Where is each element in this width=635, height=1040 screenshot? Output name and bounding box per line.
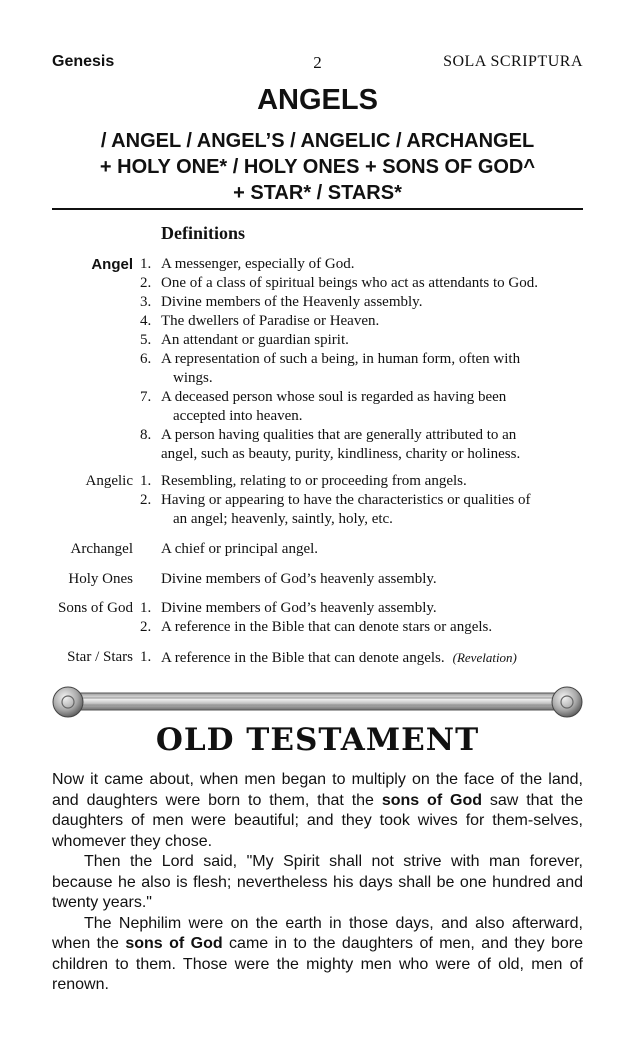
definition-item <box>140 388 600 426</box>
definition-term: Archangel <box>70 541 133 557</box>
page-number: 2 <box>313 53 322 72</box>
definition-entry-angel <box>40 255 600 464</box>
item-text: Resembling, relating to or proceeding from angels. <box>161 473 467 489</box>
item-number: 5. <box>140 332 152 348</box>
definition-term: Star / Stars <box>67 649 133 665</box>
subtitle-line: / ANGEL / ANGEL’S / ANGELIC / ARCHANGEL <box>100 130 535 152</box>
definition-term: Angelic <box>85 473 133 489</box>
item-number: 1. <box>140 473 152 489</box>
definition-entry-star-stars <box>40 648 600 668</box>
item-text-continued: angel, such as beauty, purity, kindliness, charity or holiness. <box>161 446 521 462</box>
item-text: Divine members of God’s heavenly assembly. <box>161 600 437 616</box>
passage-paragraph <box>52 914 583 996</box>
item-text: A deceased person whose soul is regarded as having been <box>161 389 507 405</box>
passage-text: came in to the daughters of men, and they bore children to them. Those were the mighty men who were of old, men of renown. <box>52 935 584 993</box>
definitions-list <box>40 255 600 668</box>
item-text-continued: accepted into heaven. <box>173 408 303 424</box>
highlighted-term: sons of God <box>125 935 223 952</box>
title-underline <box>52 208 583 210</box>
definition-term: Sons of God <box>57 600 133 616</box>
item-text: Having or appearing to have the characteristics or qualities of <box>161 492 531 508</box>
item-number: 8. <box>140 427 152 443</box>
scripture-passage <box>52 770 583 996</box>
definition-term: Angel <box>91 256 133 273</box>
definition-item <box>140 293 600 312</box>
definition-item <box>140 426 600 464</box>
item-text: A person having qualities that are generally attributed to an <box>161 427 517 443</box>
definition-item <box>140 599 600 618</box>
subtitle-line: + STAR* / STARS* <box>233 182 402 204</box>
item-text: A chief or principal angel. <box>161 541 319 557</box>
item-number: 2. <box>140 492 152 508</box>
item-number: 1. <box>140 256 152 272</box>
running-header <box>52 53 583 75</box>
item-number: 2. <box>140 275 152 291</box>
definition-item <box>140 274 600 293</box>
definition-term: Holy Ones <box>68 571 133 587</box>
item-number: 6. <box>140 351 152 367</box>
passage-text: Now it came about, when men began to multiply on the face of the land, and daughters were born to them, that the <box>52 771 583 809</box>
ornamental-divider <box>52 684 583 720</box>
section-title: OLD TESTAMENT <box>155 722 480 758</box>
subtitle-line: + HOLY ONE* / HOLY ONES + SONS OF GOD^ <box>99 156 536 178</box>
highlighted-term: sons of God <box>381 791 483 809</box>
item-text: An attendant or guardian spirit. <box>161 332 349 348</box>
item-number: 2. <box>140 619 152 635</box>
definition-entry-angelic <box>40 472 600 529</box>
definition-item <box>140 570 600 589</box>
header-book-name: Genesis <box>52 53 115 70</box>
item-number: 4. <box>140 313 152 329</box>
definition-item <box>140 255 600 274</box>
definition-entry-archangel <box>40 540 600 559</box>
definition-item <box>140 491 600 529</box>
scripture-reference: (Revelation) <box>452 650 517 665</box>
item-text: Divine members of the Heavenly assembly. <box>161 294 423 310</box>
item-number: 1. <box>140 600 152 616</box>
page-title: ANGELS <box>257 84 378 116</box>
passage-paragraph <box>52 770 583 852</box>
item-text: A representation of such a being, in human form, often with <box>161 351 521 367</box>
header-series-title: SOLA SCRIPTURA <box>443 53 583 70</box>
definition-item <box>140 331 600 350</box>
passage-text: saw that the daughters of men were beautiful; and they took wives for them-selves, whomever they chose. <box>52 791 584 850</box>
definition-item <box>140 312 600 331</box>
definition-item <box>140 472 600 491</box>
definition-item <box>140 350 600 388</box>
item-text: A reference in the Bible that can denote angels. <box>161 650 445 666</box>
item-text: Divine members of God’s heavenly assembly. <box>161 571 437 587</box>
definition-item <box>140 618 600 637</box>
subtitle <box>0 128 635 206</box>
item-text: One of a class of spiritual beings who act as attendants to God. <box>161 275 538 291</box>
definition-entry-sons-of-god <box>40 599 600 637</box>
item-text: The dwellers of Paradise or Heaven. <box>161 313 380 329</box>
definition-item <box>140 648 600 668</box>
item-number: 3. <box>140 294 152 310</box>
item-text-continued: wings. <box>173 370 213 386</box>
passage-text: The Nephilim were on the earth in those days, and also afterward, when the <box>52 914 583 952</box>
definitions-heading: Definitions <box>161 223 246 243</box>
definition-item <box>140 540 600 559</box>
item-text-continued: an angel; heavenly, saintly, holy, etc. <box>173 511 393 527</box>
item-text: A reference in the Bible that can denote stars or angels. <box>161 619 493 635</box>
definition-entry-holy-ones <box>40 570 600 589</box>
item-text: A messenger, especially of God. <box>161 256 355 272</box>
item-number: 7. <box>140 389 152 405</box>
passage-paragraph: Then the Lord said, "My Spirit shall not strive with man forever, because he also is flesh; nevertheless his days shall be one hundred and twenty years." <box>52 853 583 911</box>
item-number: 1. <box>140 649 152 665</box>
